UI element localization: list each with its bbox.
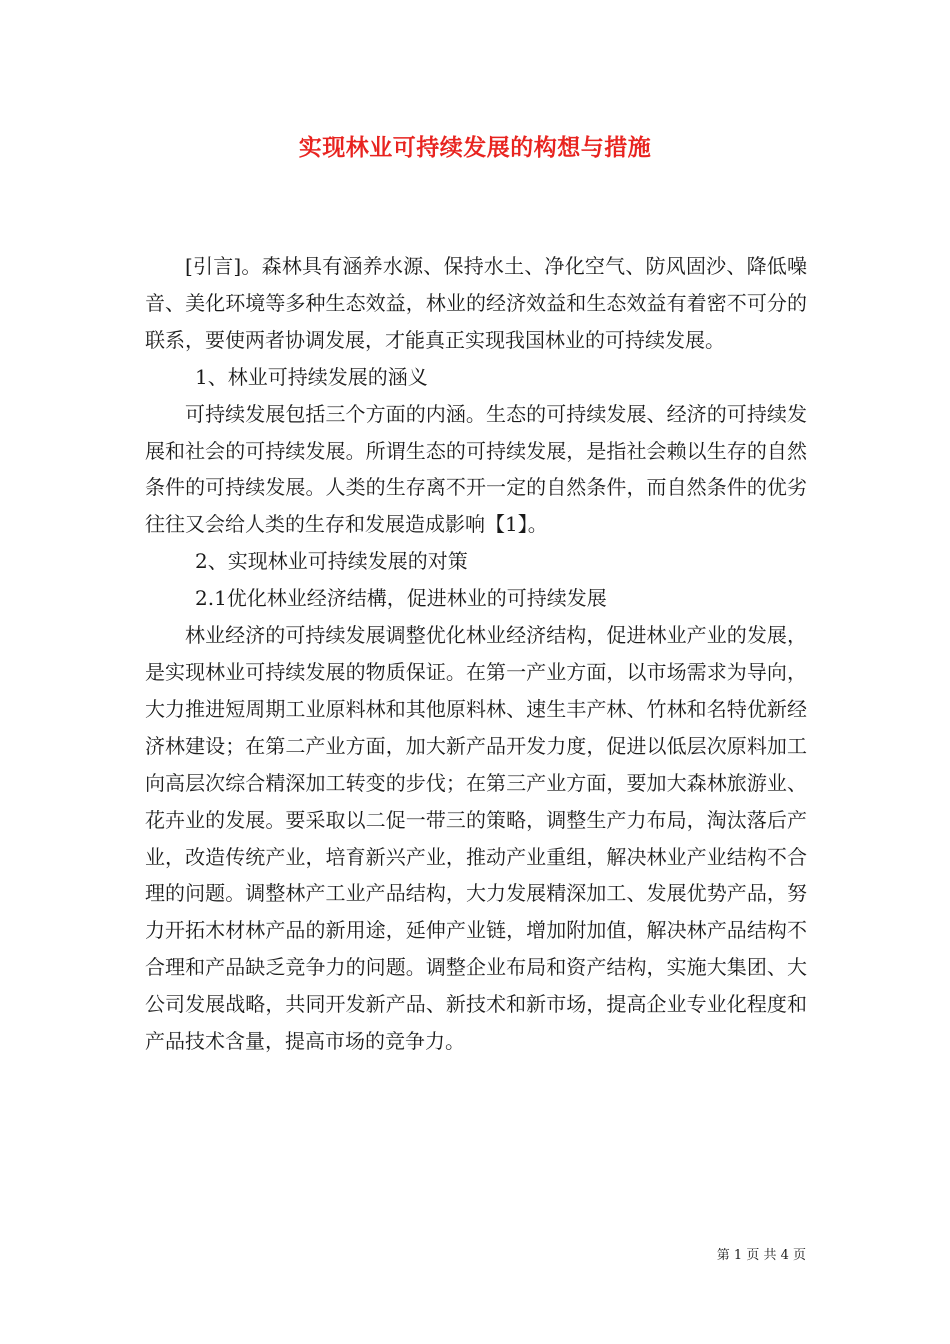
section-heading-1: 1、林业可持续发展的涵义: [195, 364, 428, 389]
page-footer: 第 1 页 共 4 页: [716, 1248, 806, 1263]
paragraph-intro: [引言]。森林具有涵养水源、保持水土、净化空气、防风固沙、降低噪音、美化环境等多种生态效益，林业的经济效益和生态效益有着密不可分的联系，要使两者协调发展，才能真正实现我国林业的可持续发展。: [145, 254, 807, 352]
section-heading-2: 2、实现林业可持续发展的对策: [195, 549, 468, 574]
document-title: 实现林业可持续发展的构想与措施: [298, 134, 652, 161]
paragraph-definition: 可持续发展包括三个方面的内涵。生态的可持续发展、经济的可持续发展和社会的可持续发展。所谓生态的可持续发展，是指社会赖以生存的自然条件的可持续发展。人类的生存离不开一定的自然条件，而自然条件的优劣往往又会给人类的生存和发展造成影响【1】。: [145, 401, 807, 537]
document-body: [145, 248, 807, 1060]
paragraph-structure: 林业经济的可持续发展调整优化林业经济结构，促进林业产业的发展，是实现林业可持续发展的物质保证。在第一产业方面，以市场需求为导向，大力推进短周期工业原料林和其他原料林、速生丰产林、竹林和名特优新经济林建设；在第二产业方面，加大新产品开发力度，促进以低层次原料加工向高层次综合精深加工转变的步伐；在第三产业方面，要加大森林旅游业、花卉业的发展。要采取以二促一带三的策略，调整生产力布局，淘汰落后产业，改造传统产业，培育新兴产业，推动产业重组，解决林业产业结构不合理的问题。调整林产工业产品结构，大力发展精深加工、发展优势产品，努力开拓木材林产品的新用途，延伸产业链，增加附加值，解决林产品结构不合理和产品缺乏竞争力的问题。调整企业布局和资产结构，实施大集团、大公司发展战略，共同开发新产品、新技术和新市场，提高企业专业化程度和产品技术含量，提高市场的竞争力。: [145, 623, 807, 1054]
subsection-heading-2-1: 2.1优化林业经济结構，促进林业的可持续发展: [195, 586, 607, 611]
